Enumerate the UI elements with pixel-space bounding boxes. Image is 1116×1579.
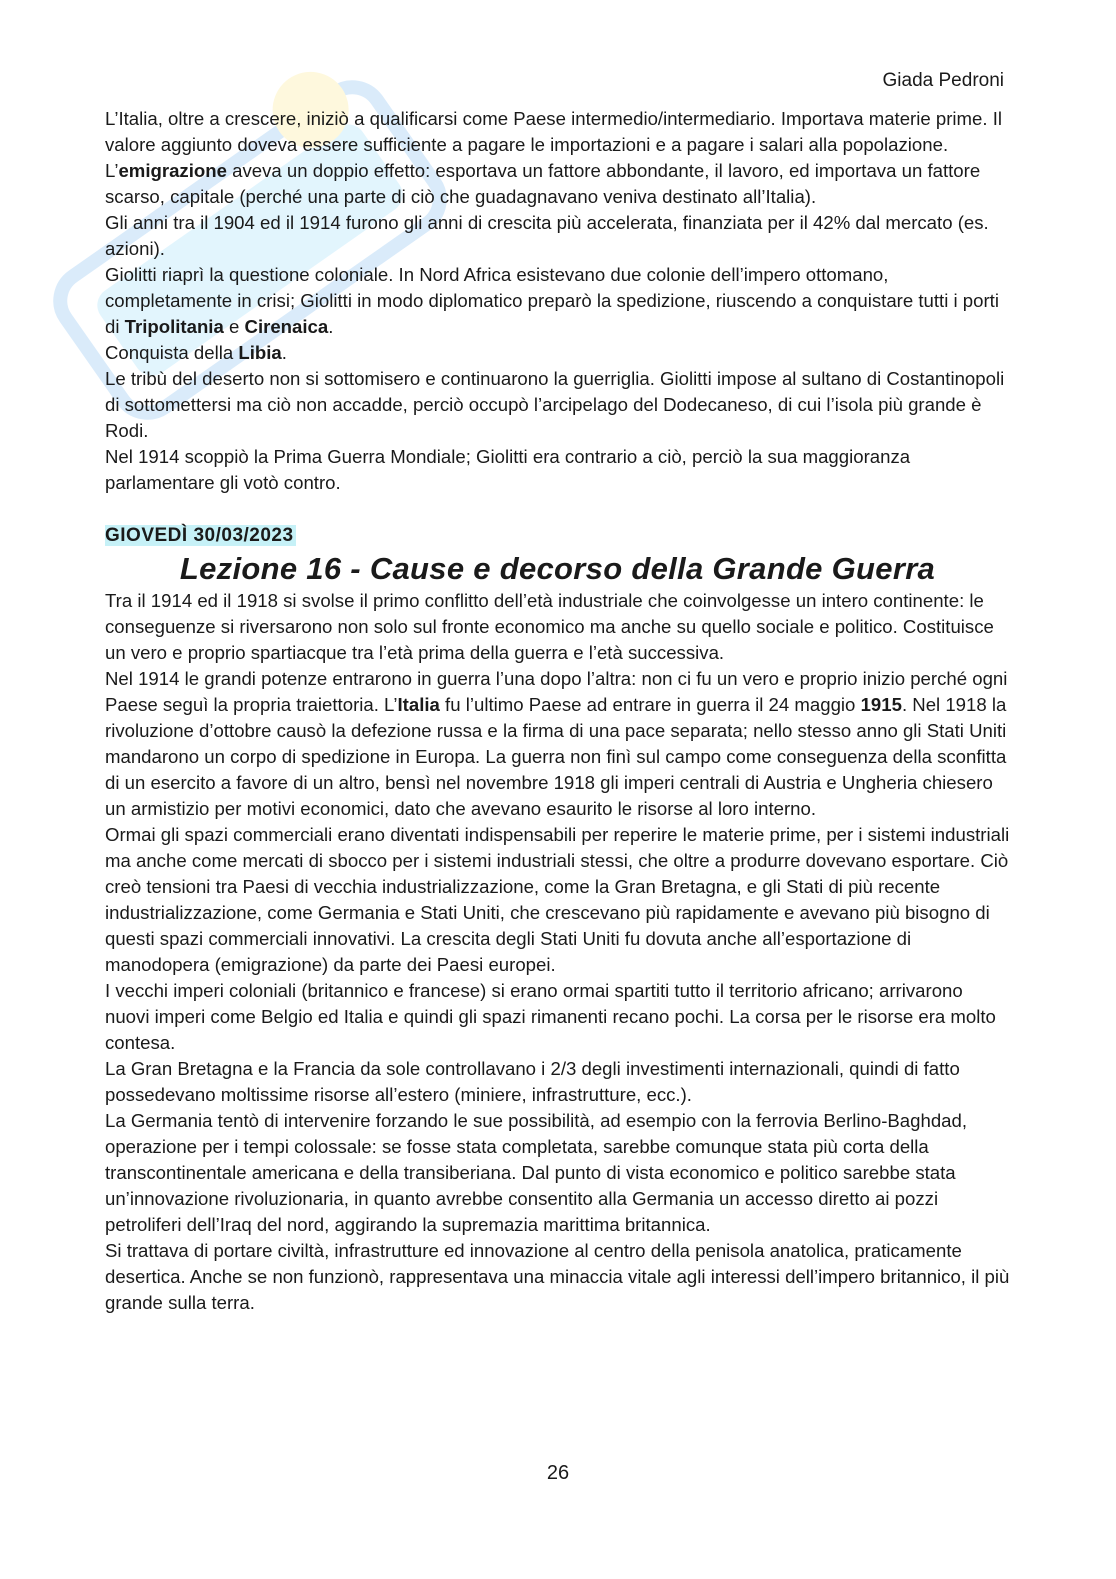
text-run: Nel 1914 scoppiò la Prima Guerra Mondiale; Giolitti era contrario a ciò, perciò la sua maggioranza parlamentare gli votò contro.	[105, 446, 911, 493]
paragraph	[105, 366, 1010, 444]
bold-term: 1915	[860, 694, 902, 715]
bold-term: Cirenaica	[244, 316, 329, 337]
bold-term: Italia	[397, 694, 440, 715]
notes-section-bottom	[105, 588, 1010, 1316]
paragraph	[105, 666, 1010, 822]
page-number: 26	[546, 1462, 570, 1484]
text-run: L’Italia, oltre a crescere, iniziò a qualificarsi come Paese intermedio/intermediario. Importava materie prime. Il valore aggiunto doveva essere sufficiente a pagare le importazioni e a pagare i salari alla popolazione.	[105, 108, 1003, 155]
spacer	[105, 496, 1010, 522]
bold-term: Libia	[238, 342, 282, 363]
paragraph	[105, 1108, 1010, 1238]
text-run: Si trattava di portare civiltà, infrastrutture ed innovazione al centro della penisola anatolica, praticamente desertica. Anche se non funzionò, rappresentava una minaccia vitale agli interessi dell’impero britannico, il più grande sulla terra.	[105, 1240, 1010, 1313]
text-run: Nel 1914 le grandi potenze entrarono in guerra l’una dopo l’altra: non ci fu un vero e proprio inizio perché ogni Paese seguì la propria traiettoria. L’	[105, 668, 1008, 715]
author-name: Giada Pedroni	[882, 70, 1004, 91]
paragraph	[105, 1238, 1010, 1316]
bold-term: Tripolitania	[124, 316, 224, 337]
paragraph	[105, 822, 1010, 978]
paragraph	[105, 106, 1010, 158]
text-run: Gli anni tra il 1904 ed il 1914 furono gli anni di crescita più accelerata, finanziata per il 42% dal mercato (es. azioni).	[105, 212, 989, 259]
text-run: I vecchi imperi coloniali (britannico e francese) si erano ormai spartiti tutto il territorio africano; arrivarono nuovi imperi come Belgio ed Italia e quindi gli spazi rimanenti recano pochi. La corsa per le risorse era molto contesa.	[105, 980, 996, 1053]
paragraph	[105, 262, 1010, 340]
paragraph	[105, 210, 1010, 262]
paragraph	[105, 1056, 1010, 1108]
paragraph	[105, 158, 1010, 210]
text-run: La Gran Bretagna e la Francia da sole controllavano i 2/3 degli investimenti internazionali, quindi di fatto possedevano moltissime risorse all’estero (miniere, infrastrutture, ecc.).	[105, 1058, 960, 1105]
paragraph	[105, 978, 1010, 1056]
text-run: aveva un doppio effetto: esportava un fattore abbondante, il lavoro, ed importava un fattore scarso, capitale (perché una parte di ciò che guadagnavano veniva destinato all’Italia).	[105, 160, 981, 207]
page-content	[105, 106, 1010, 1316]
text-run: .	[328, 316, 334, 337]
paragraph	[105, 444, 1010, 496]
lesson-date: GIOVEDÌ 30/03/2023	[105, 525, 294, 546]
text-run: .	[281, 342, 287, 363]
paragraph	[105, 340, 1010, 366]
text-run: . Nel 1918 la rivoluzione d’ottobre causò la defezione russa e la firma di una pace separata; nello stesso anno gli Stati Uniti mandarono un corpo di spedizione in Europa. La guerra non finì sul campo come conseguenza della sconfitta di un esercito a favore di un altro, bensì nel novembre 1918 gli imperi centrali di Austria e Ungheria chiesero un armistizio per motivi economici, dato che avevano esaurito le risorse al loro interno.	[105, 694, 1007, 819]
bold-term: emigrazione	[118, 160, 227, 181]
text-run: fu l’ultimo Paese ad entrare in guerra il 24 maggio	[439, 694, 861, 715]
text-run: e	[223, 316, 245, 337]
notes-section-top	[105, 106, 1010, 496]
text-run: Tra il 1914 ed il 1918 si svolse il primo conflitto dell’età industriale che coinvolgesse un intero continente: le conseguenze si riversarono non solo sul fronte economico ma anche su quello sociale e politico. Costituisce un vero e proprio spartiacque tra l’età prima della guerra e l’età successiva.	[105, 590, 994, 663]
text-run: Giolitti riaprì la questione coloniale. In Nord Africa esistevano due colonie dell’impero ottomano, completamente in crisi; Giolitti in modo diplomatico preparò la spedizione, riuscendo a conquistare tutti i porti di	[105, 264, 999, 337]
text-run: Conquista della	[105, 342, 239, 363]
text-run: L’	[105, 160, 119, 181]
text-run: Le tribù del deserto non si sottomisero e continuarono la guerriglia. Giolitti impose al sultano di Costantinopoli di sottomettersi ma ciò non accadde, perciò occupò l’arcipelago del Dodecaneso, di cui l’isola più grande è Rodi.	[105, 368, 1005, 441]
paragraph	[105, 588, 1010, 666]
text-run: Ormai gli spazi commerciali erano diventati indispensabili per reperire le materie prime, per i sistemi industriali ma anche come mercati di sbocco per i sistemi industriali stessi, che oltre a produrre dovevano esportare. Ciò creò tensioni tra Paesi di vecchia industrializzazione, come la Gran Bretagna, e gli Stati di più recente industrializzazione, come Germania e Stati Uniti, che crescevano più rapidamente e avevano più bisogno di questi spazi commerciali innovativi. La crescita degli Stati Uniti fu dovuta anche all’esportazione di manodopera (emigrazione) da parte dei Paesi europei.	[105, 824, 1010, 975]
lesson-title: Lezione 16 - Cause e decorso della Grande Guerra	[179, 551, 936, 586]
text-run: La Germania tentò di intervenire forzando le sue possibilità, ad esempio con la ferrovia Berlino-Baghdad, operazione per i tempi colossale: se fosse stata completata, sarebbe comunque stata più corta della transcontinentale americana e della transiberiana. Dal punto di vista economico e politico sarebbe stata un’innovazione rivoluzionaria, in quanto avrebbe consentito alla Germania un accesso diretto ai pozzi petroliferi dell’Iraq del nord, aggirando la supremazia marittima britannica.	[105, 1110, 968, 1235]
